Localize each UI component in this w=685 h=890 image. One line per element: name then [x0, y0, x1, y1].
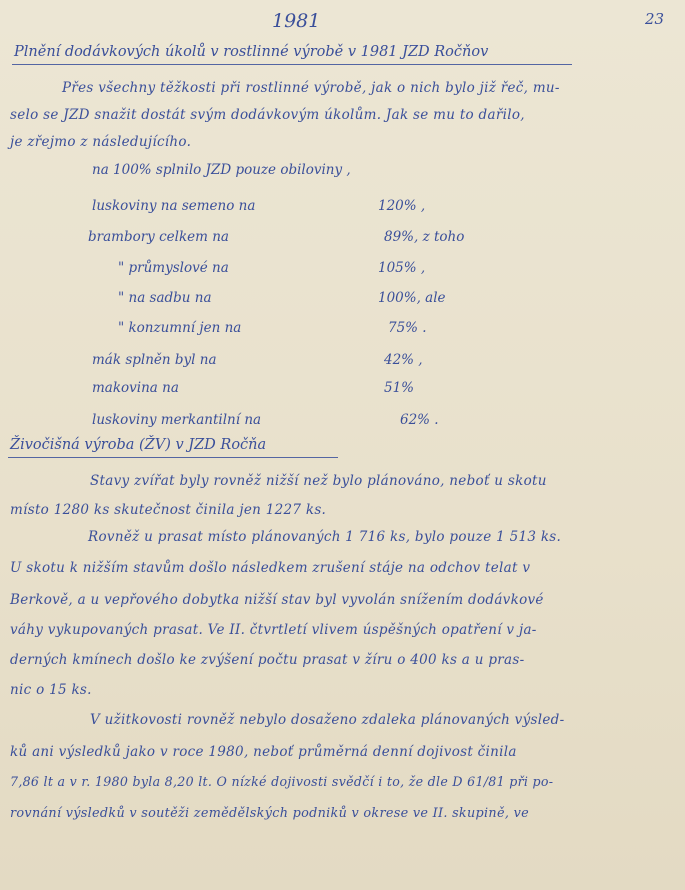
- fulfillment-value: 100%, ale: [378, 290, 446, 306]
- page-number: 23: [645, 10, 665, 28]
- fulfillment-label: mák splněn byl na: [92, 352, 217, 368]
- section2-para-line: nic o 15 ks.: [10, 682, 92, 698]
- section1-heading: Plnění dodávkových úkolů v rostlinné výrobě v 1981 JZD Ročňov: [14, 44, 489, 60]
- section2-para-line: ků ani výsledků jako v roce 1980, neboť průměrná denní dojivost činila: [10, 744, 517, 760]
- section2-heading: Živočišná výroba (ŽV) v JZD Ročňa: [10, 437, 267, 453]
- fulfillment-label: luskoviny merkantilní na: [92, 412, 262, 428]
- fulfillment-label: " na sadbu na: [118, 290, 212, 306]
- section2-para-line: U skotu k nižším stavům došlo následkem zrušení stáje na odchov telat v: [10, 560, 531, 576]
- fulfillment-label: na 100% splnilo JZD pouze obiloviny ,: [92, 162, 351, 178]
- fulfillment-label: luskoviny na semeno na: [92, 198, 256, 214]
- section2-para-line: rovnání výsledků v soutěži zemědělských podniků v okrese ve II. skupině, ve: [10, 806, 529, 821]
- fulfillment-label: makovina na: [92, 380, 179, 396]
- section2-para-line: Berkově, a u vepřového dobytka nižší stav byl vyvolán snížením dodávkové: [10, 592, 544, 608]
- section2-para-line: Rovněž u prasat místo plánovaných 1 716 ks, bylo pouze 1 513 ks.: [88, 529, 562, 545]
- section1-heading-underline: [12, 64, 572, 65]
- section2-para-line: váhy vykupovaných prasat. Ve II. čtvrtletí vlivem úspěšných opatření v ja-: [10, 622, 537, 638]
- fulfillment-value: 42% ,: [384, 352, 423, 368]
- fulfillment-label: brambory celkem na: [88, 229, 229, 245]
- fulfillment-value: 75% .: [388, 320, 427, 336]
- year-header: 1981: [272, 10, 321, 32]
- section2-para-line: místo 1280 ks skutečnost činila jen 1227 ks.: [10, 502, 327, 518]
- section1-para-line: je zřejmo z následujícího.: [10, 134, 192, 150]
- fulfillment-label: " průmyslové na: [118, 260, 229, 276]
- section2-para-line: Stavy zvířat byly rovněž nižší než bylo plánováno, neboť u skotu: [90, 473, 547, 489]
- fulfillment-value: 62% .: [400, 412, 439, 428]
- fulfillment-label: " konzumní jen na: [118, 320, 242, 336]
- fulfillment-value: 120% ,: [378, 198, 426, 214]
- section2-para-line: 7,86 lt a v r. 1980 byla 8,20 lt. O nízké dojivosti svědčí i to, že dle D 61/81 při po-: [10, 774, 554, 789]
- section2-para-line: derných kmínech došlo ke zvýšení počtu prasat v žíru o 400 ks a u pras-: [10, 652, 525, 668]
- section2-para-line: V užitkovosti rovněž nebylo dosaženo zdaleka plánovaných výsled-: [90, 712, 565, 728]
- fulfillment-value: 105% ,: [378, 260, 426, 276]
- fulfillment-value: 89%, z toho: [384, 229, 465, 245]
- fulfillment-value: 51%: [384, 380, 415, 396]
- section2-heading-underline: [8, 457, 338, 458]
- section1-para-line: selo se JZD snažit dostát svým dodávkovým úkolům. Jak se mu to dařilo,: [10, 107, 525, 123]
- section1-para-line: Přes všechny těžkosti při rostlinné výrobě, jak o nich bylo již řeč, mu-: [62, 80, 560, 96]
